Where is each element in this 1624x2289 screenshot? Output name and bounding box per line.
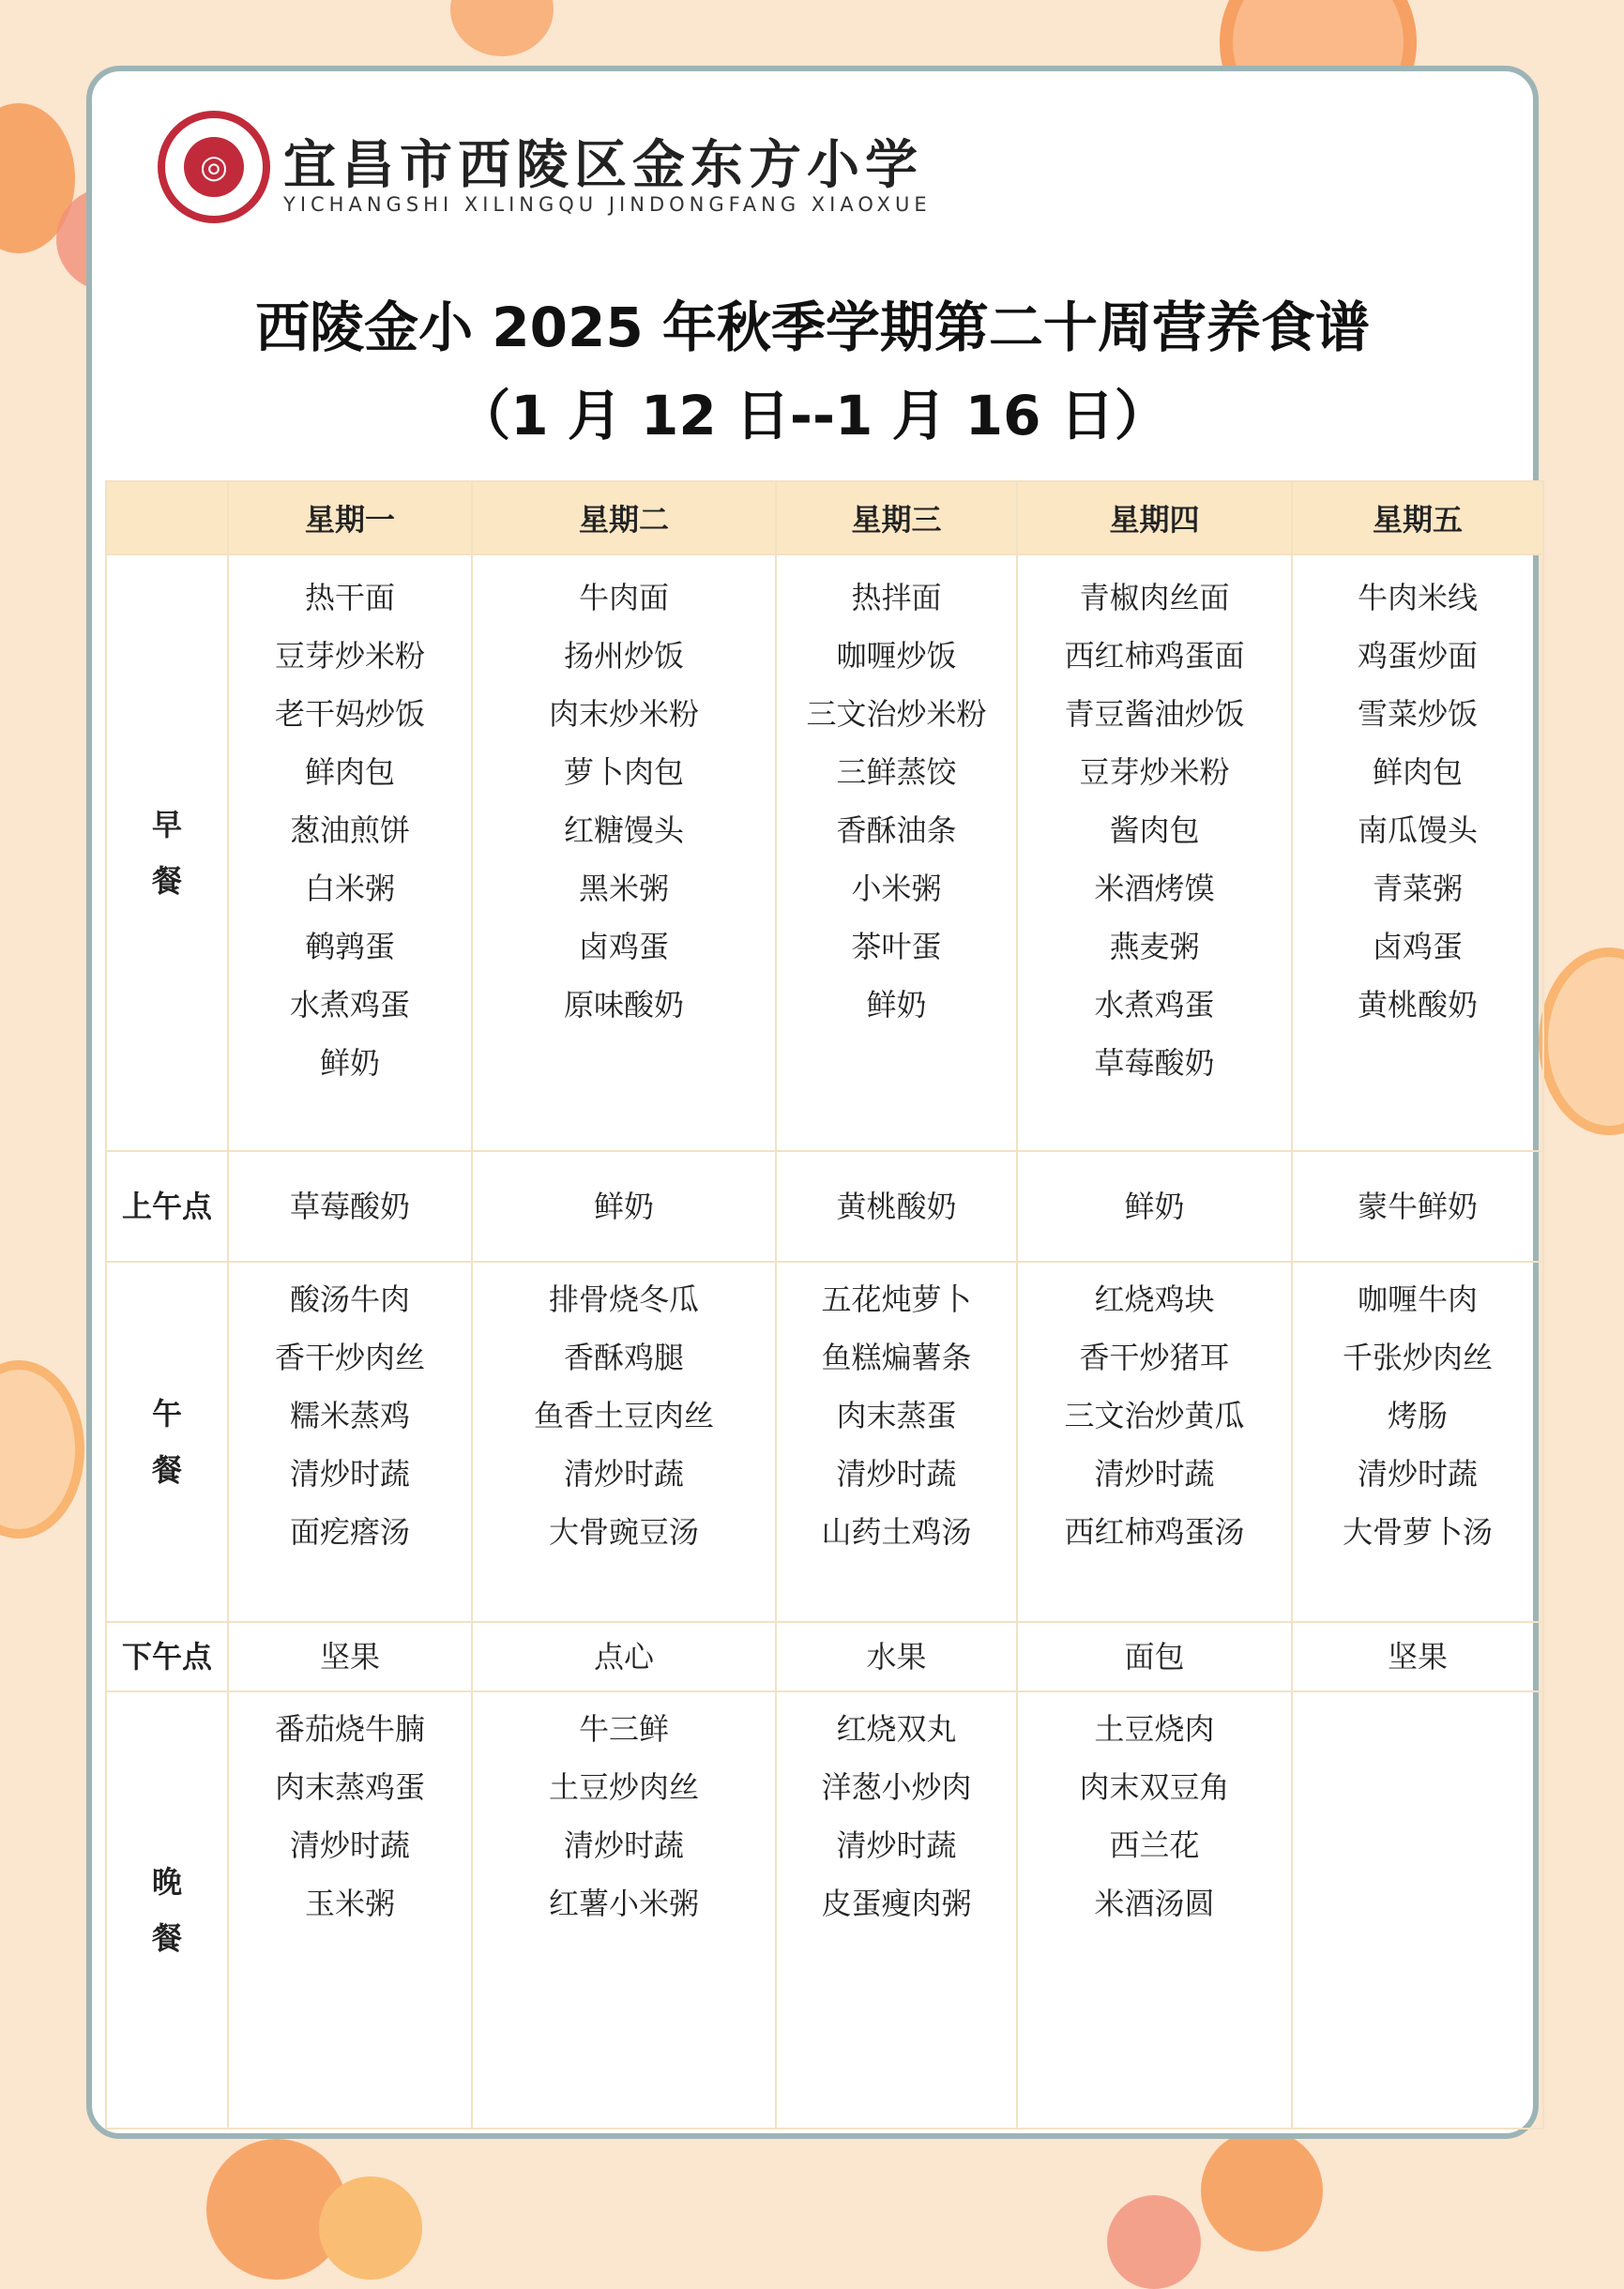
dish-item: 山药土鸡汤 <box>821 1514 972 1550</box>
menu-cell <box>1017 554 1292 1151</box>
dish-item: 豆芽炒米粉 <box>1079 754 1230 790</box>
dish-item: 香干炒肉丝 <box>274 1340 425 1375</box>
dish-item: 肉末蒸鸡蛋 <box>274 1769 425 1805</box>
dish-item: 三文治炒米粉 <box>806 696 987 732</box>
dish-item: 原味酸奶 <box>563 987 684 1023</box>
menu-cell <box>1017 1151 1292 1262</box>
dish-item: 千张炒肉丝 <box>1342 1340 1493 1375</box>
dish-item: 番茄烧牛腩 <box>274 1711 425 1747</box>
dish-item: 草莓酸奶 <box>1094 1045 1215 1081</box>
dish-item: 雪菜炒饭 <box>1357 696 1478 732</box>
dish-item: 大骨萝卜汤 <box>1342 1514 1493 1550</box>
dish-item: 红薯小米粥 <box>548 1886 699 1921</box>
table-row <box>106 1151 1543 1262</box>
dish-item: 鸡蛋炒面 <box>1357 638 1478 674</box>
dish-item: 葱油煎饼 <box>289 812 410 848</box>
dish-item: 鲜奶 <box>866 987 927 1023</box>
dish-item: 青豆酱油炒饭 <box>1064 696 1245 732</box>
menu-cell <box>1292 1622 1543 1691</box>
table-row <box>106 1622 1543 1691</box>
dish-item: 米酒汤圆 <box>1094 1886 1215 1921</box>
table-header-row <box>106 481 1543 554</box>
header-corner <box>106 481 228 554</box>
dish-item: 蒙牛鲜奶 <box>1357 1189 1478 1224</box>
school-name-cn: 宜昌市西陵区金东方小学 <box>283 134 923 196</box>
dish-item: 清炒时蔬 <box>836 1456 957 1492</box>
dish-item: 清炒时蔬 <box>1094 1456 1215 1492</box>
meal-label <box>106 1262 228 1622</box>
menu-cell <box>472 1691 776 2129</box>
dish-item: 燕麦粥 <box>1109 929 1200 964</box>
dish-item: 咖喱牛肉 <box>1357 1281 1478 1317</box>
dish-item: 坚果 <box>319 1639 380 1675</box>
dish-item: 卤鸡蛋 <box>1372 929 1463 964</box>
menu-cell <box>472 1622 776 1691</box>
dish-item: 南瓜馒头 <box>1357 812 1478 848</box>
meal-label-text: 晚 <box>151 1864 182 1900</box>
dish-item: 水煮鸡蛋 <box>289 987 410 1023</box>
decor-orange-slice-left <box>0 1360 84 1539</box>
dish-item: 清炒时蔬 <box>836 1827 957 1863</box>
dish-item: 鲜奶 <box>319 1045 380 1081</box>
page-subtitle-dates: （1 月 12 日--1 月 16 日） <box>456 384 1169 447</box>
menu-card <box>86 66 1539 2139</box>
menu-cell <box>472 554 776 1151</box>
dish-item: 米酒烤馍 <box>1094 871 1215 906</box>
dish-item: 酸汤牛肉 <box>289 1281 410 1317</box>
dish-item: 糯米蒸鸡 <box>289 1398 410 1433</box>
dish-item: 香酥鸡腿 <box>563 1340 684 1375</box>
dish-item: 洋葱小炒肉 <box>821 1769 972 1805</box>
decor-orange-slice-right <box>1539 947 1624 1135</box>
meal-label-text: 餐 <box>151 1920 182 1956</box>
dish-item: 鲜奶 <box>1124 1189 1185 1224</box>
menu-cell <box>776 1151 1017 1262</box>
menu-cell <box>228 1262 472 1622</box>
header-day: 星期三 <box>776 481 1017 554</box>
dish-item: 香酥油条 <box>836 812 957 848</box>
menu-cell <box>228 554 472 1151</box>
dish-item: 鱼香土豆肉丝 <box>533 1398 714 1433</box>
menu-cell <box>776 1262 1017 1622</box>
school-logo <box>158 111 270 223</box>
meal-label-text: 下午点 <box>121 1639 212 1675</box>
dish-item: 鲜奶 <box>593 1189 654 1224</box>
meal-label-text: 上午点 <box>121 1189 212 1224</box>
meal-label-text: 午 <box>151 1396 182 1432</box>
header-day: 星期二 <box>472 481 776 554</box>
dish-item: 牛三鲜 <box>578 1711 669 1747</box>
dish-item: 豆芽炒米粉 <box>274 638 425 674</box>
dish-item: 清炒时蔬 <box>1357 1456 1478 1492</box>
dish-item: 面疙瘩汤 <box>289 1514 410 1550</box>
dish-item: 红烧鸡块 <box>1094 1281 1215 1317</box>
header-day: 星期一 <box>228 481 472 554</box>
dish-item: 香干炒猪耳 <box>1079 1340 1230 1375</box>
dish-item: 酱肉包 <box>1109 812 1200 848</box>
dish-item: 热拌面 <box>851 580 942 615</box>
dish-item: 面包 <box>1124 1639 1185 1675</box>
meal-label <box>106 554 228 1151</box>
dish-item: 红烧双丸 <box>836 1711 957 1747</box>
menu-cell <box>228 1691 472 2129</box>
decor-orange-top <box>450 0 554 56</box>
dish-item: 小米粥 <box>851 871 942 906</box>
dish-item: 水果 <box>866 1639 927 1675</box>
dish-item: 鱼糕煸薯条 <box>821 1340 972 1375</box>
dish-item: 鲜肉包 <box>304 754 395 790</box>
table-row <box>106 1262 1543 1622</box>
dish-item: 牛肉面 <box>578 580 669 615</box>
menu-cell <box>1017 1691 1292 2129</box>
decor-orange-bottom-right <box>1201 2130 1323 2251</box>
dish-item: 清炒时蔬 <box>563 1827 684 1863</box>
dish-item: 坚果 <box>1387 1639 1448 1675</box>
dish-item: 玉米粥 <box>304 1886 395 1921</box>
dish-item: 老干妈炒饭 <box>274 696 425 732</box>
menu-cell <box>1292 1151 1543 1262</box>
dish-item: 茶叶蛋 <box>851 929 942 964</box>
dish-item: 鹌鹑蛋 <box>304 929 395 964</box>
school-name-en: YICHANGSHI XILINGQU JINDONGFANG XIAOXUE <box>283 193 932 216</box>
meal-label-text: 餐 <box>151 1452 182 1488</box>
dish-item: 五花炖萝卜 <box>821 1281 972 1317</box>
menu-cell <box>472 1262 776 1622</box>
menu-cell <box>1292 554 1543 1151</box>
dish-item: 白米粥 <box>304 871 395 906</box>
menu-table <box>105 480 1544 2130</box>
dish-item: 鲜肉包 <box>1372 754 1463 790</box>
menu-cell <box>776 554 1017 1151</box>
dish-item: 烤肠 <box>1387 1398 1448 1433</box>
dish-item: 肉末双豆角 <box>1079 1769 1230 1805</box>
dish-item: 扬州炒饭 <box>563 638 684 674</box>
dish-item: 清炒时蔬 <box>563 1456 684 1492</box>
dish-item: 卤鸡蛋 <box>578 929 669 964</box>
menu-cell <box>1292 1691 1543 2129</box>
menu-cell <box>1292 1262 1543 1622</box>
meal-label-text: 早 <box>151 807 182 842</box>
dish-item: 肉末炒米粉 <box>548 696 699 732</box>
dish-item: 草莓酸奶 <box>289 1189 410 1224</box>
page-title: 西陵金小 2025 年秋季学期第二十周营养食谱 <box>255 296 1370 359</box>
dish-item: 黑米粥 <box>578 871 669 906</box>
dish-item: 大骨豌豆汤 <box>548 1514 699 1550</box>
menu-cell <box>472 1151 776 1262</box>
menu-cell <box>1017 1622 1292 1691</box>
header-day: 星期五 <box>1292 481 1543 554</box>
meal-label <box>106 1691 228 2129</box>
dish-item: 排骨烧冬瓜 <box>548 1281 699 1317</box>
menu-cell <box>776 1622 1017 1691</box>
logo-emblem-icon: ◎ <box>184 137 244 197</box>
dish-item: 西兰花 <box>1109 1827 1200 1863</box>
table-row <box>106 1691 1543 2129</box>
dish-item: 萝卜肉包 <box>563 754 684 790</box>
dish-item: 牛肉米线 <box>1357 580 1478 615</box>
dish-item: 土豆烧肉 <box>1094 1711 1215 1747</box>
dish-item: 点心 <box>593 1639 654 1675</box>
header-day: 星期四 <box>1017 481 1292 554</box>
dish-item: 咖喱炒饭 <box>836 638 957 674</box>
dish-item: 黄桃酸奶 <box>1357 987 1478 1023</box>
dish-item: 水煮鸡蛋 <box>1094 987 1215 1023</box>
dish-item: 清炒时蔬 <box>289 1827 410 1863</box>
dish-item: 土豆炒肉丝 <box>548 1769 699 1805</box>
dish-item: 清炒时蔬 <box>289 1456 410 1492</box>
decor-orange-bottom-left-2 <box>319 2176 422 2280</box>
table-row <box>106 554 1543 1151</box>
menu-cell <box>228 1151 472 1262</box>
meal-label <box>106 1151 228 1262</box>
dish-item: 西红柿鸡蛋面 <box>1064 638 1245 674</box>
meal-label <box>106 1622 228 1691</box>
dish-item: 皮蛋瘦肉粥 <box>821 1886 972 1921</box>
dish-item: 黄桃酸奶 <box>836 1189 957 1224</box>
dish-item: 热干面 <box>304 580 395 615</box>
dish-item: 红糖馒头 <box>563 812 684 848</box>
dish-item: 青椒肉丝面 <box>1079 580 1230 615</box>
meal-label-text: 餐 <box>151 863 182 899</box>
decor-peach-bottom-right <box>1107 2195 1201 2289</box>
dish-item: 三文治炒黄瓜 <box>1064 1398 1245 1433</box>
dish-item: 三鲜蒸饺 <box>836 754 957 790</box>
dish-item: 肉末蒸蛋 <box>836 1398 957 1433</box>
menu-cell <box>1017 1262 1292 1622</box>
dish-item: 西红柿鸡蛋汤 <box>1064 1514 1245 1550</box>
menu-cell <box>776 1691 1017 2129</box>
menu-cell <box>228 1622 472 1691</box>
dish-item: 青菜粥 <box>1372 871 1463 906</box>
